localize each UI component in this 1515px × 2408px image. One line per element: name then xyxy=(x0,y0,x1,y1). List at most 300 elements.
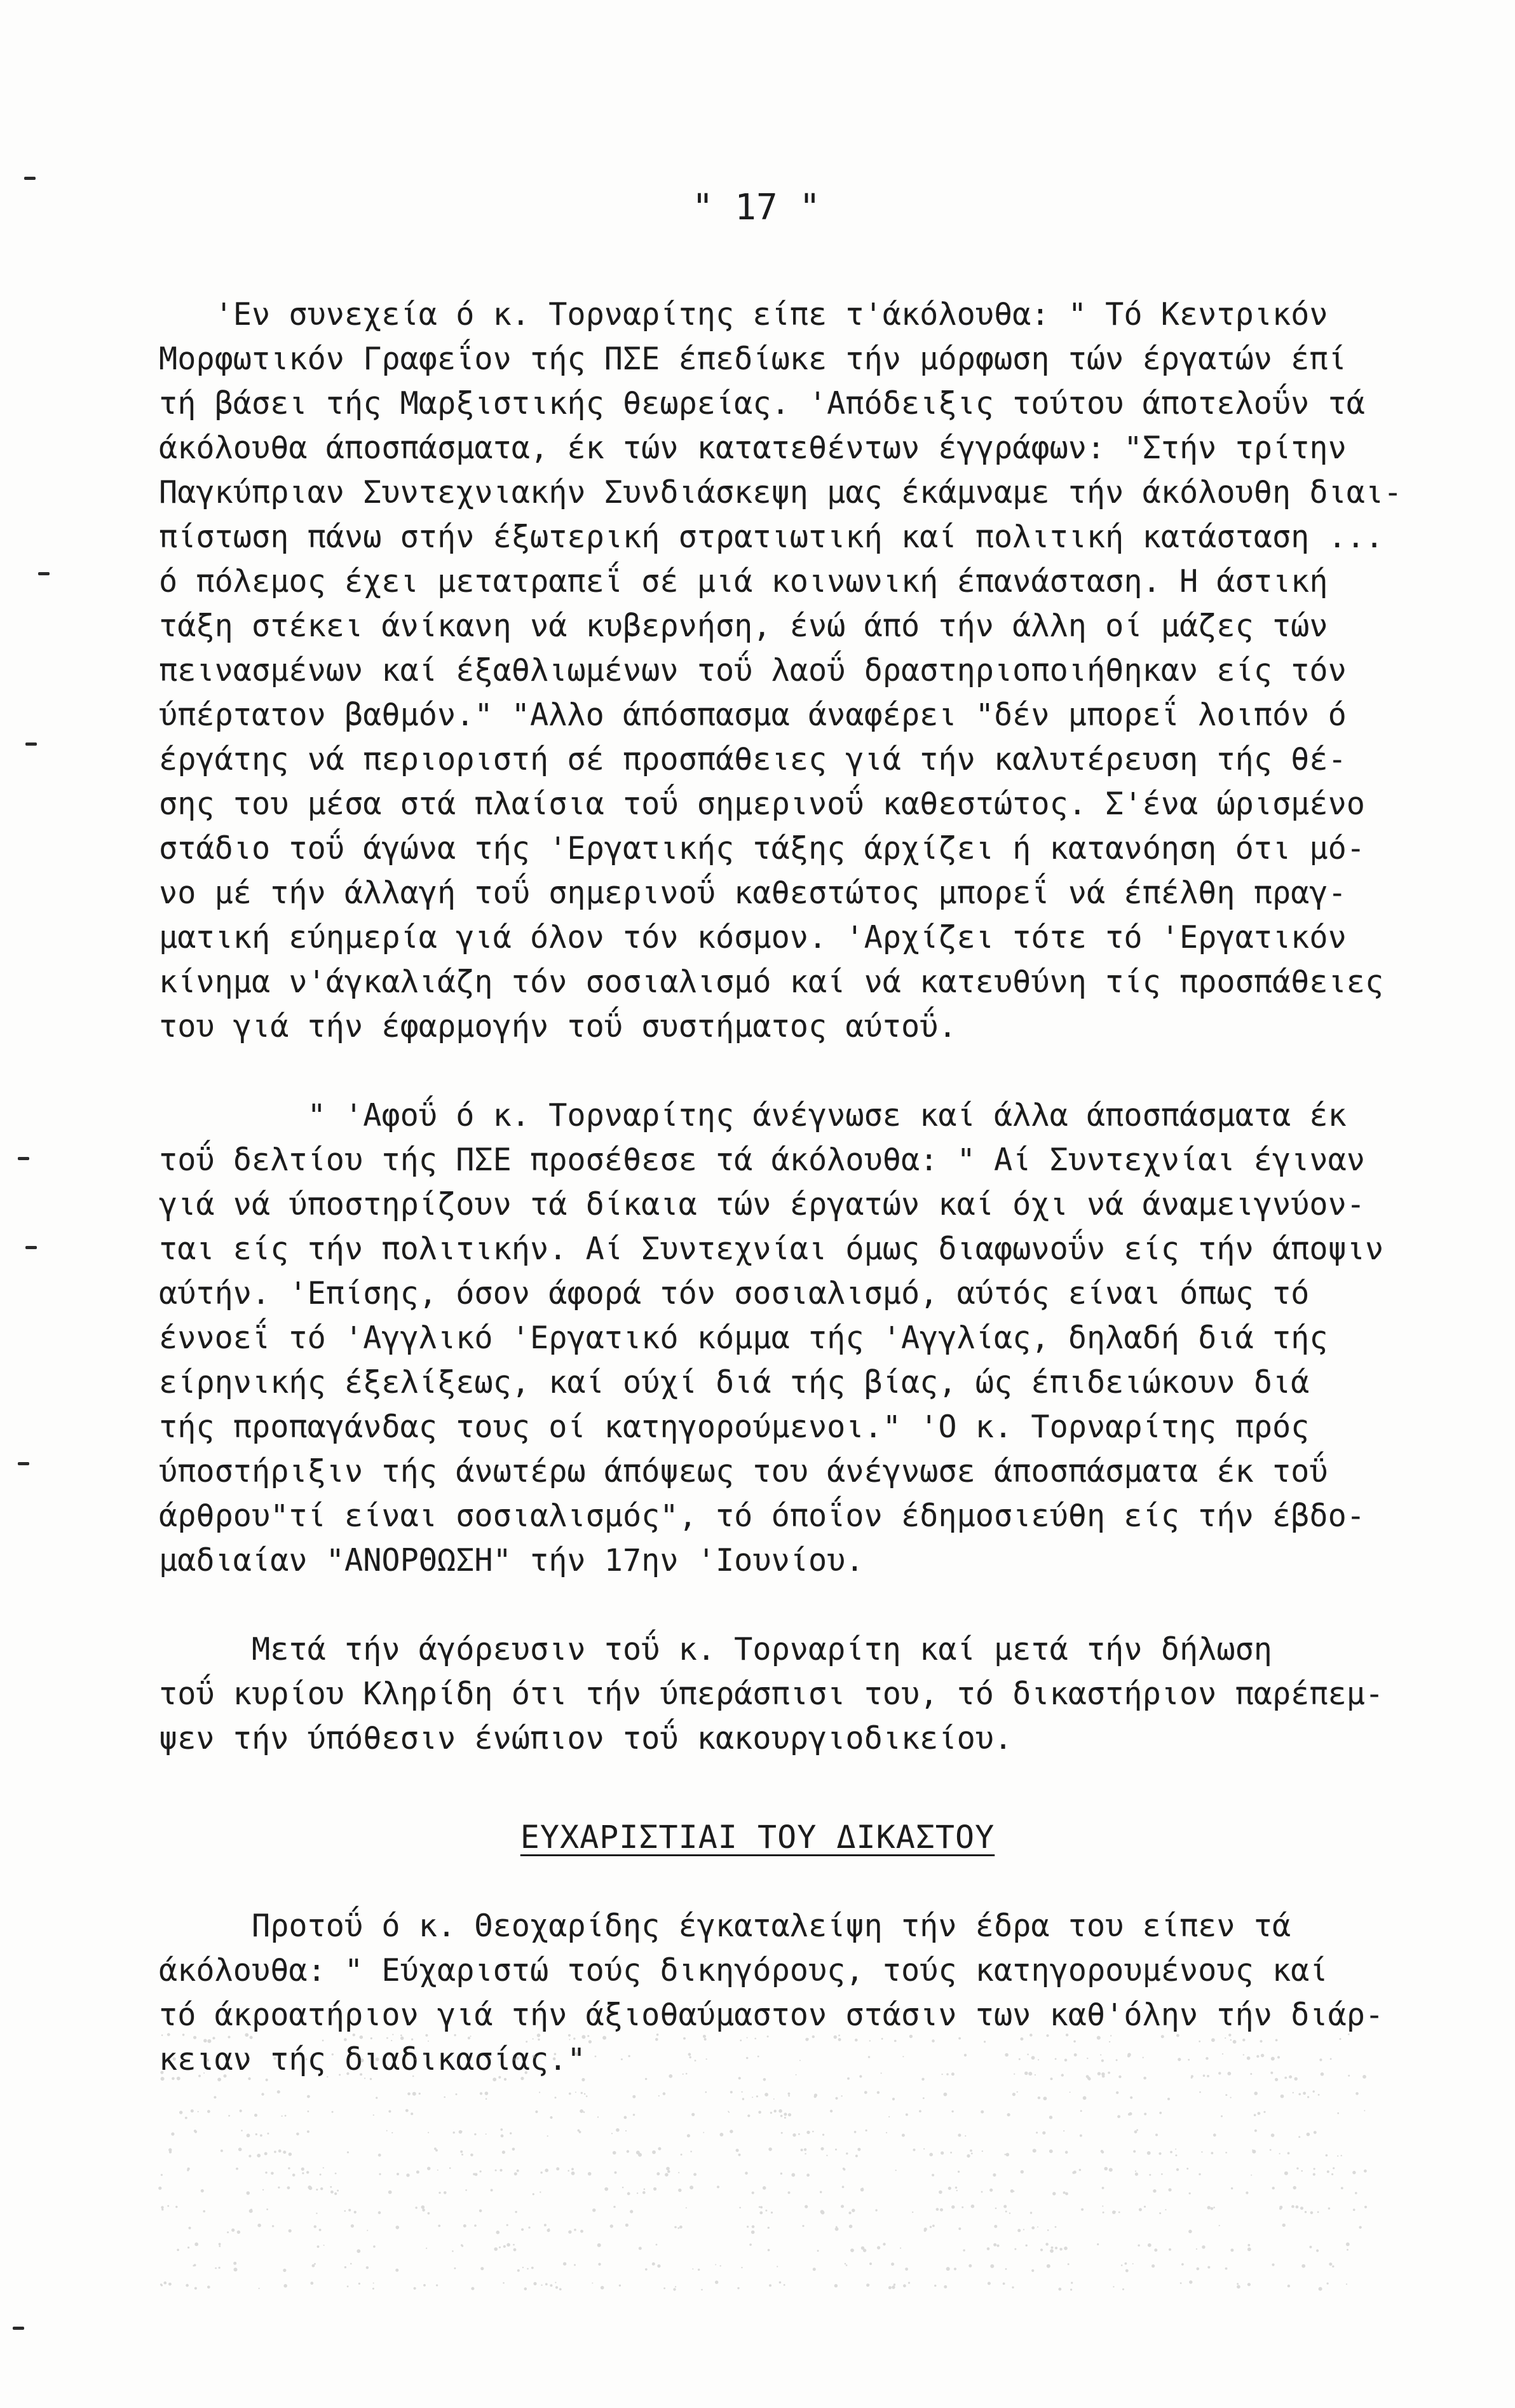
noise-dot xyxy=(1073,2041,1076,2043)
noise-dot xyxy=(274,2151,276,2153)
noise-dot xyxy=(950,2152,952,2154)
noise-dot xyxy=(835,2149,837,2151)
noise-dot xyxy=(465,2189,467,2191)
noise-dot xyxy=(1058,2288,1061,2291)
noise-dot xyxy=(397,2173,399,2175)
noise-dot xyxy=(1043,2097,1047,2100)
noise-dot xyxy=(1154,2248,1157,2252)
text-line: γιά νά ύποστηρίζουν τά δίκαια τών έργατών καί όχι νά άναμειγνύον- xyxy=(159,1187,1365,1222)
noise-dot xyxy=(1147,2151,1151,2155)
noise-dot xyxy=(1337,2156,1338,2157)
noise-dot xyxy=(461,2245,463,2247)
noise-dot xyxy=(169,2151,172,2153)
noise-dot xyxy=(703,2132,704,2133)
noise-dot xyxy=(1168,2188,1171,2191)
noise-dot xyxy=(1109,2041,1110,2042)
noise-dot xyxy=(513,2244,515,2246)
noise-dot xyxy=(160,2283,162,2285)
noise-dot xyxy=(1256,2055,1259,2058)
text-line: άκόλουθα: " Εύχαριστώ τούς δικηγόρους, τούς κατηγορουμένους καί xyxy=(159,1953,1328,1988)
noise-dot xyxy=(982,2151,983,2152)
noise-dot xyxy=(598,2263,601,2266)
noise-dot xyxy=(665,2173,669,2177)
noise-dot xyxy=(1178,2058,1181,2061)
noise-dot xyxy=(692,2268,693,2269)
noise-dot xyxy=(167,2205,169,2207)
noise-dot xyxy=(194,2130,196,2132)
noise-dot xyxy=(730,2130,733,2133)
noise-dot xyxy=(1321,2072,1324,2076)
noise-dot xyxy=(486,2133,487,2135)
noise-dot xyxy=(563,2262,566,2266)
noise-dot xyxy=(177,2249,179,2252)
noise-dot xyxy=(376,2097,377,2099)
text-line: τοΰ δελτίου τής ΠΣΕ προσέθεσε τά άκόλουθα: " Αί Συντεχνίαι έγιναν xyxy=(159,1142,1365,1178)
noise-dot xyxy=(688,2053,691,2056)
noise-dot xyxy=(494,2247,498,2251)
noise-dot xyxy=(357,2249,360,2253)
noise-dot xyxy=(989,2189,993,2192)
noise-dot xyxy=(1027,2054,1029,2056)
noise-dot xyxy=(632,2095,635,2098)
noise-dot xyxy=(544,2224,547,2226)
noise-dot xyxy=(961,2206,963,2208)
noise-dot xyxy=(1148,2243,1152,2247)
noise-dot xyxy=(1125,2262,1127,2265)
noise-dot xyxy=(857,2148,860,2151)
noise-dot xyxy=(319,2229,322,2231)
noise-dot xyxy=(510,2132,512,2134)
noise-dot xyxy=(588,2172,592,2176)
noise-dot xyxy=(241,2130,243,2131)
noise-dot xyxy=(1149,2174,1151,2176)
noise-dot xyxy=(187,2168,189,2170)
noise-dot xyxy=(1019,2058,1021,2060)
noise-dot xyxy=(1332,2266,1334,2268)
noise-dot xyxy=(854,2131,857,2133)
noise-dot xyxy=(780,2115,783,2117)
noise-dot xyxy=(919,2110,921,2112)
noise-dot xyxy=(1068,2263,1070,2265)
noise-dot xyxy=(571,2168,574,2170)
noise-dot xyxy=(1294,2077,1298,2081)
noise-dot xyxy=(773,2098,775,2100)
noise-dot xyxy=(330,2186,332,2188)
noise-dot xyxy=(934,2285,936,2287)
noise-dot xyxy=(728,2111,729,2112)
noise-dot xyxy=(194,2287,197,2290)
noise-dot xyxy=(1055,2058,1057,2060)
noise-dot xyxy=(1083,2096,1087,2100)
noise-dot xyxy=(913,2149,916,2151)
noise-dot xyxy=(866,2283,869,2287)
noise-dot xyxy=(1080,2135,1082,2137)
noise-dot xyxy=(444,2097,445,2098)
noise-dot xyxy=(746,2057,748,2059)
noise-dot xyxy=(1005,2210,1007,2212)
noise-dot xyxy=(1152,2264,1155,2268)
noise-dot xyxy=(768,2147,772,2151)
noise-dot xyxy=(720,2133,724,2137)
noise-dot xyxy=(869,2262,872,2265)
noise-dot xyxy=(221,2149,223,2152)
noise-dot xyxy=(677,2227,679,2229)
noise-dot xyxy=(798,2133,800,2135)
noise-dot xyxy=(248,2155,251,2158)
noise-dot xyxy=(958,2133,961,2137)
text-line: ύποστήριξιν τής άνωτέρω άπόψεως του άνέγνωσε άποσπάσματα έκ τοΰ xyxy=(159,1454,1328,1489)
noise-dot xyxy=(984,2041,986,2042)
noise-dot xyxy=(658,2095,660,2097)
noise-dot xyxy=(990,2264,994,2268)
noise-dot xyxy=(604,2187,608,2191)
noise-dot xyxy=(1291,2205,1294,2208)
noise-dot xyxy=(540,2191,541,2193)
noise-dot xyxy=(967,2154,970,2158)
noise-dot xyxy=(1319,2058,1322,2061)
text-line: αύτήν. 'Επίσης, όσον άφορά τόν σοσιαλισμό, αύτός είναι όπως τό xyxy=(159,1276,1310,1311)
noise-dot xyxy=(951,2110,953,2112)
noise-dot xyxy=(1080,2110,1082,2112)
noise-dot xyxy=(307,2095,310,2098)
noise-dot xyxy=(1277,2056,1280,2058)
noise-dot xyxy=(687,2134,690,2137)
noise-dot xyxy=(547,2135,548,2137)
noise-dot xyxy=(1352,2171,1355,2174)
noise-dot xyxy=(1017,2091,1018,2093)
noise-dot xyxy=(1225,2094,1227,2096)
noise-dot xyxy=(788,2093,791,2095)
noise-dot xyxy=(981,2191,983,2193)
text-line: τή βάσει τής Μαρξιστικής θεωρείας. 'Απόδειξις τούτου άποτελοΰν τά xyxy=(159,386,1365,421)
noise-dot xyxy=(705,2091,707,2093)
noise-dot xyxy=(1009,2212,1010,2213)
noise-dot xyxy=(460,2151,463,2153)
noise-dot xyxy=(528,2227,530,2229)
noise-dot xyxy=(891,2262,894,2266)
noise-dot xyxy=(939,2191,942,2194)
noise-dot xyxy=(348,2209,351,2212)
noise-dot xyxy=(1097,2243,1099,2245)
noise-dot xyxy=(690,2151,692,2152)
noise-dot xyxy=(461,2131,463,2133)
noise-dot xyxy=(1225,2037,1226,2039)
margin-mark xyxy=(18,1462,29,1465)
noise-dot xyxy=(739,2207,741,2209)
noise-dot xyxy=(1314,2168,1315,2170)
noise-dot xyxy=(1293,2186,1296,2189)
noise-dot xyxy=(666,2167,670,2171)
noise-dot xyxy=(846,2264,848,2266)
noise-dot xyxy=(1063,2130,1064,2131)
noise-dot xyxy=(1102,2187,1104,2189)
noise-dot xyxy=(1353,2208,1355,2211)
noise-dot xyxy=(281,2116,282,2117)
noise-dot xyxy=(1113,2286,1114,2287)
noise-dot xyxy=(524,2287,527,2290)
noise-dot xyxy=(987,2247,990,2250)
noise-dot xyxy=(784,2113,787,2116)
noise-dot xyxy=(791,2173,795,2177)
noise-dot xyxy=(1271,2057,1275,2061)
noise-dot xyxy=(1313,2090,1315,2092)
noise-dot xyxy=(1298,2093,1301,2096)
noise-dot xyxy=(636,2151,640,2154)
noise-dot xyxy=(316,2213,317,2214)
noise-dot xyxy=(1222,2053,1223,2055)
noise-dot xyxy=(194,2243,198,2247)
noise-dot xyxy=(944,2285,947,2288)
noise-dot xyxy=(622,2187,624,2189)
noise-dot xyxy=(663,2092,666,2095)
noise-dot xyxy=(272,2225,274,2227)
noise-dot xyxy=(1170,2151,1172,2154)
noise-dot xyxy=(1296,2167,1298,2169)
text-line: Προτοΰ ό κ. Θεοχαρίδης έγκαταλείψη τήν έδρα του είπεν τά xyxy=(159,1908,1291,1944)
noise-dot xyxy=(407,2093,411,2096)
noise-dot xyxy=(583,2111,585,2113)
noise-dot xyxy=(701,2289,703,2291)
noise-dot xyxy=(930,2226,932,2228)
text-line: Μορφωτικόν Γραφεΐον τής ΠΣΕ έπεδίωκε τήν μόρφωση τών έργατών έπί xyxy=(159,341,1347,377)
noise-dot xyxy=(452,2250,454,2252)
noise-dot xyxy=(1117,2115,1120,2118)
noise-dot xyxy=(706,2058,707,2060)
noise-dot xyxy=(1258,2112,1261,2115)
noise-dot xyxy=(386,2130,388,2131)
noise-dot xyxy=(214,2096,216,2098)
noise-dot xyxy=(805,2153,806,2154)
noise-dot xyxy=(396,2226,400,2229)
noise-dot xyxy=(1061,2074,1064,2076)
noise-dot xyxy=(1038,2059,1039,2060)
noise-dot xyxy=(1272,2187,1275,2189)
noise-dot xyxy=(379,2173,381,2175)
noise-dot xyxy=(540,2172,542,2173)
noise-dot xyxy=(691,2113,695,2116)
noise-dot xyxy=(533,2193,534,2195)
noise-dot xyxy=(1104,2167,1108,2171)
noise-dot xyxy=(228,2115,230,2117)
noise-dot xyxy=(715,2281,718,2284)
noise-dot xyxy=(864,2091,867,2094)
noise-dot xyxy=(1004,2154,1005,2155)
noise-dot xyxy=(806,2131,810,2134)
noise-dot xyxy=(902,2056,904,2057)
noise-dot xyxy=(802,2225,804,2227)
noise-dot xyxy=(201,2189,204,2193)
noise-dot xyxy=(610,2224,613,2227)
noise-dot xyxy=(1138,2245,1139,2247)
noise-dot xyxy=(171,2132,174,2135)
noise-dot xyxy=(1279,2206,1282,2209)
noise-dot xyxy=(168,2283,172,2286)
noise-dot xyxy=(941,2074,942,2075)
noise-dot xyxy=(578,2130,580,2132)
noise-dot xyxy=(592,2283,593,2284)
noise-dot xyxy=(751,2231,755,2234)
noise-dot xyxy=(317,2245,320,2248)
noise-dot xyxy=(741,2091,742,2093)
noise-dot xyxy=(444,2191,447,2194)
noise-dot xyxy=(951,2205,955,2208)
noise-dot xyxy=(288,2167,290,2169)
noise-dot xyxy=(627,2150,629,2152)
noise-dot xyxy=(1213,2206,1215,2208)
noise-dot xyxy=(185,2117,187,2119)
noise-dot xyxy=(1327,2283,1329,2285)
noise-dot xyxy=(771,2212,773,2213)
noise-dot xyxy=(579,2131,581,2133)
noise-dot xyxy=(435,2149,438,2152)
noise-dot xyxy=(550,2116,552,2119)
noise-dot xyxy=(737,2287,739,2289)
noise-dot xyxy=(843,2168,846,2171)
noise-dot xyxy=(161,2284,163,2286)
noise-dot xyxy=(673,2288,676,2290)
noise-dot xyxy=(1030,2212,1032,2213)
noise-dot xyxy=(1035,2074,1036,2076)
noise-dot xyxy=(373,2114,374,2116)
noise-dot xyxy=(1330,2058,1332,2060)
noise-dot xyxy=(238,2147,242,2151)
noise-dot xyxy=(1165,2209,1166,2210)
noise-dot xyxy=(1055,2226,1057,2228)
noise-dot xyxy=(1014,2074,1015,2075)
noise-dot xyxy=(1189,2193,1191,2194)
noise-dot xyxy=(436,2284,438,2286)
noise-dot xyxy=(624,2116,627,2119)
noise-dot xyxy=(1301,2264,1305,2268)
noise-dot xyxy=(292,2173,296,2177)
noise-dot xyxy=(285,2115,287,2117)
noise-dot xyxy=(1010,2189,1014,2193)
noise-dot xyxy=(805,2038,808,2041)
noise-dot xyxy=(1144,2113,1146,2116)
noise-dot xyxy=(1181,2263,1184,2266)
noise-dot xyxy=(312,2264,315,2268)
noise-dot xyxy=(334,2193,337,2195)
text-line: μαδιαίαν "ΑΝΟΡΘΩΣΗ" τήν 17ην 'Ιουνίου. xyxy=(159,1543,864,1578)
noise-dot xyxy=(929,2153,933,2157)
noise-dot xyxy=(804,2148,806,2151)
noise-dot xyxy=(250,2209,252,2211)
noise-dot xyxy=(308,2186,311,2189)
noise-dot xyxy=(1055,2247,1057,2249)
noise-dot xyxy=(834,2284,838,2287)
noise-dot xyxy=(198,2111,199,2112)
noise-dot xyxy=(996,2245,999,2247)
noise-dot xyxy=(1328,2207,1330,2209)
noise-dot xyxy=(958,2171,960,2173)
noise-dot xyxy=(1359,2226,1361,2229)
noise-dot xyxy=(479,2210,482,2213)
noise-dot xyxy=(314,2263,316,2265)
noise-dot xyxy=(1033,2149,1036,2152)
noise-dot xyxy=(175,2206,177,2208)
noise-dot xyxy=(805,2205,808,2208)
noise-dot xyxy=(894,2040,897,2042)
noise-dot xyxy=(924,2229,927,2232)
text-line: έργάτης νά περιοριστή σέ προσπάθειες γιά τήν καλυτέρευση τής θέ- xyxy=(159,742,1347,777)
noise-dot xyxy=(921,2078,924,2081)
noise-dot xyxy=(1282,2224,1286,2227)
noise-dot xyxy=(1191,2075,1193,2077)
noise-dot xyxy=(799,2060,801,2061)
noise-dot xyxy=(808,2038,809,2039)
noise-dot xyxy=(1144,2206,1146,2208)
noise-dot xyxy=(454,2268,456,2269)
noise-dot xyxy=(1281,2095,1284,2098)
noise-dot xyxy=(1247,2248,1251,2252)
noise-dot xyxy=(693,2173,696,2176)
noise-dot xyxy=(1314,2131,1317,2134)
noise-dot xyxy=(1189,2280,1192,2283)
noise-dot xyxy=(344,2210,346,2212)
noise-dot xyxy=(1118,2076,1121,2078)
noise-dot xyxy=(259,2288,260,2289)
noise-dot xyxy=(1071,2282,1073,2284)
noise-dot xyxy=(1102,2075,1105,2078)
noise-dot xyxy=(426,2248,427,2249)
noise-dot xyxy=(765,2210,767,2212)
noise-dot xyxy=(1003,2283,1005,2285)
noise-dot xyxy=(1327,2170,1329,2173)
text-line: έννοεΐ τό 'Αγγλικό 'Εργατικό κόμμα τής 'Αγγλίας, δηλαδή διά τής xyxy=(159,1320,1328,1356)
margin-mark xyxy=(25,742,37,746)
noise-dot xyxy=(301,2168,304,2171)
noise-dot xyxy=(314,2226,316,2228)
noise-dot xyxy=(548,2228,550,2229)
text-line: τάξη στέκει άνίκανη νά κυβερνήση, ένώ άπό τήν άλλη οί μάζες τών xyxy=(159,608,1328,644)
noise-dot xyxy=(1128,2113,1131,2116)
noise-dot xyxy=(1047,2229,1049,2231)
noise-dot xyxy=(1316,2249,1319,2252)
noise-dot xyxy=(1118,2212,1120,2213)
noise-dot xyxy=(310,2281,313,2285)
noise-dot xyxy=(728,2112,730,2113)
noise-dot xyxy=(1242,2039,1245,2041)
noise-dot xyxy=(658,2147,661,2151)
noise-dot xyxy=(1159,2212,1161,2214)
noise-dot xyxy=(1355,2192,1357,2194)
noise-dot xyxy=(158,2187,161,2190)
noise-dot xyxy=(1021,2170,1024,2173)
noise-dot xyxy=(656,2244,658,2246)
noise-dot xyxy=(533,2282,536,2285)
noise-dot xyxy=(1300,2206,1303,2210)
noise-dot xyxy=(1017,2229,1021,2232)
noise-dot xyxy=(958,2227,961,2230)
noise-dot xyxy=(499,2247,501,2248)
noise-dot xyxy=(1340,2038,1342,2040)
noise-dot xyxy=(806,2173,810,2177)
noise-dot xyxy=(517,2269,520,2272)
noise-dot xyxy=(1284,2172,1288,2175)
noise-dot xyxy=(971,2152,973,2154)
noise-dot xyxy=(486,2098,487,2100)
noise-dot xyxy=(188,2227,191,2229)
noise-dot xyxy=(754,2038,756,2040)
noise-dot xyxy=(836,2226,838,2228)
noise-dot xyxy=(330,2191,334,2194)
noise-dot xyxy=(778,2109,782,2113)
noise-dot xyxy=(1201,2151,1202,2152)
noise-dot xyxy=(801,2149,803,2151)
noise-dot xyxy=(906,2114,908,2116)
noise-dot xyxy=(683,2037,686,2040)
noise-dot xyxy=(366,2266,369,2269)
